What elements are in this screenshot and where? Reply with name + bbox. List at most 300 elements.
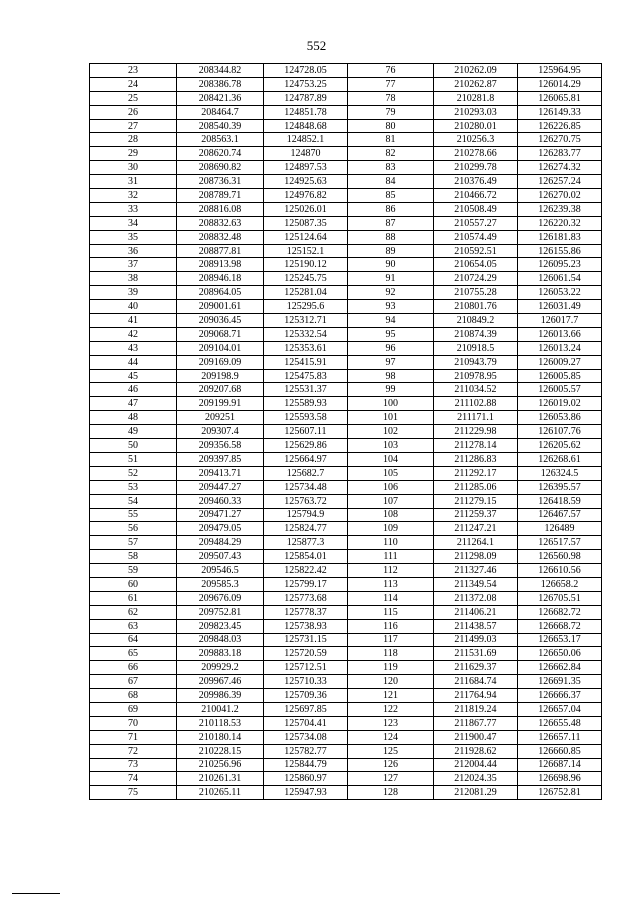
table-row	[90, 536, 602, 550]
table-row	[90, 480, 602, 494]
point-number-right-cell: 105	[348, 466, 434, 480]
x-coordinate-right-cell: 210943.79	[434, 355, 518, 369]
point-number-right-cell: 87	[348, 216, 434, 230]
point-number-left-cell: 33	[90, 202, 177, 216]
x-coordinate-left-cell: 210265.11	[177, 786, 264, 800]
x-coordinate-right-cell: 211285.06	[434, 480, 518, 494]
x-coordinate-right-cell: 211292.17	[434, 466, 518, 480]
point-number-right-cell: 93	[348, 300, 434, 314]
x-coordinate-right-cell: 211102.88	[434, 397, 518, 411]
y-coordinate-right-cell: 126181.83	[518, 230, 602, 244]
y-coordinate-left-cell: 125763.72	[264, 494, 348, 508]
y-coordinate-left-cell: 125738.93	[264, 619, 348, 633]
table-row	[90, 272, 602, 286]
table-row	[90, 550, 602, 564]
point-number-right-cell: 124	[348, 730, 434, 744]
y-coordinate-left-cell: 125531.37	[264, 383, 348, 397]
x-coordinate-right-cell: 210801.76	[434, 300, 518, 314]
y-coordinate-right-cell: 126009.27	[518, 355, 602, 369]
x-coordinate-right-cell: 211819.24	[434, 702, 518, 716]
x-coordinate-left-cell: 210228.15	[177, 744, 264, 758]
y-coordinate-left-cell: 124787.89	[264, 91, 348, 105]
x-coordinate-left-cell: 209752.81	[177, 605, 264, 619]
table-row	[90, 411, 602, 425]
x-coordinate-left-cell: 209883.18	[177, 647, 264, 661]
x-coordinate-right-cell: 210376.49	[434, 175, 518, 189]
y-coordinate-left-cell: 125415.91	[264, 355, 348, 369]
x-coordinate-right-cell: 210654.05	[434, 258, 518, 272]
x-coordinate-right-cell: 211372.08	[434, 591, 518, 605]
y-coordinate-right-cell: 126489	[518, 522, 602, 536]
y-coordinate-left-cell: 125312.71	[264, 314, 348, 328]
y-coordinate-left-cell: 125353.61	[264, 341, 348, 355]
point-number-left-cell: 71	[90, 730, 177, 744]
coordinates-table-body	[90, 64, 602, 800]
y-coordinate-right-cell: 126324.5	[518, 466, 602, 480]
y-coordinate-left-cell: 125877.3	[264, 536, 348, 550]
table-row	[90, 105, 602, 119]
x-coordinate-left-cell: 209198.9	[177, 369, 264, 383]
x-coordinate-left-cell: 209397.85	[177, 452, 264, 466]
x-coordinate-left-cell: 209251	[177, 411, 264, 425]
x-coordinate-left-cell: 209356.58	[177, 439, 264, 453]
page-number: 552	[306, 38, 327, 53]
x-coordinate-left-cell: 209967.46	[177, 675, 264, 689]
table-row	[90, 786, 602, 800]
point-number-left-cell: 41	[90, 314, 177, 328]
x-coordinate-left-cell: 209585.3	[177, 577, 264, 591]
y-coordinate-right-cell: 126274.32	[518, 161, 602, 175]
y-coordinate-right-cell: 126031.49	[518, 300, 602, 314]
table-row	[90, 508, 602, 522]
point-number-right-cell: 81	[348, 133, 434, 147]
x-coordinate-right-cell: 211298.09	[434, 550, 518, 564]
x-coordinate-right-cell: 210508.49	[434, 202, 518, 216]
y-coordinate-left-cell: 125682.7	[264, 466, 348, 480]
point-number-left-cell: 51	[90, 452, 177, 466]
y-coordinate-left-cell: 125607.11	[264, 425, 348, 439]
x-coordinate-left-cell: 208816.08	[177, 202, 264, 216]
point-number-left-cell: 45	[90, 369, 177, 383]
x-coordinate-left-cell: 209169.09	[177, 355, 264, 369]
x-coordinate-right-cell: 211279.15	[434, 494, 518, 508]
point-number-right-cell: 99	[348, 383, 434, 397]
table-row	[90, 147, 602, 161]
table-row	[90, 633, 602, 647]
point-number-right-cell: 92	[348, 286, 434, 300]
table-row	[90, 341, 602, 355]
x-coordinate-right-cell: 210557.27	[434, 216, 518, 230]
x-coordinate-left-cell: 210041.2	[177, 702, 264, 716]
y-coordinate-right-cell: 126395.57	[518, 480, 602, 494]
point-number-left-cell: 36	[90, 244, 177, 258]
point-number-right-cell: 82	[348, 147, 434, 161]
point-number-left-cell: 38	[90, 272, 177, 286]
x-coordinate-right-cell: 210256.3	[434, 133, 518, 147]
x-coordinate-right-cell: 210592.51	[434, 244, 518, 258]
point-number-right-cell: 89	[348, 244, 434, 258]
point-number-left-cell: 34	[90, 216, 177, 230]
point-number-right-cell: 120	[348, 675, 434, 689]
point-number-left-cell: 25	[90, 91, 177, 105]
point-number-left-cell: 74	[90, 772, 177, 786]
y-coordinate-right-cell: 126698.96	[518, 772, 602, 786]
table-row	[90, 619, 602, 633]
point-number-left-cell: 35	[90, 230, 177, 244]
point-number-right-cell: 104	[348, 452, 434, 466]
y-coordinate-left-cell: 125475.83	[264, 369, 348, 383]
table-row	[90, 300, 602, 314]
point-number-right-cell: 127	[348, 772, 434, 786]
point-number-left-cell: 70	[90, 716, 177, 730]
table-row	[90, 494, 602, 508]
point-number-right-cell: 121	[348, 689, 434, 703]
y-coordinate-left-cell: 125593.58	[264, 411, 348, 425]
y-coordinate-right-cell: 126205.62	[518, 439, 602, 453]
point-number-left-cell: 26	[90, 105, 177, 119]
y-coordinate-left-cell: 125782.77	[264, 744, 348, 758]
point-number-left-cell: 29	[90, 147, 177, 161]
point-number-right-cell: 128	[348, 786, 434, 800]
x-coordinate-left-cell: 208690.82	[177, 161, 264, 175]
y-coordinate-right-cell: 126610.56	[518, 564, 602, 578]
y-coordinate-right-cell: 126691.35	[518, 675, 602, 689]
y-coordinate-left-cell: 125844.79	[264, 758, 348, 772]
footnote-rule	[12, 893, 60, 894]
y-coordinate-right-cell: 126517.57	[518, 536, 602, 550]
y-coordinate-right-cell: 126017.7	[518, 314, 602, 328]
y-coordinate-left-cell: 125124.64	[264, 230, 348, 244]
point-number-left-cell: 48	[90, 411, 177, 425]
y-coordinate-left-cell: 124848.68	[264, 119, 348, 133]
point-number-right-cell: 116	[348, 619, 434, 633]
point-number-right-cell: 114	[348, 591, 434, 605]
table-row	[90, 466, 602, 480]
y-coordinate-left-cell: 124925.63	[264, 175, 348, 189]
x-coordinate-left-cell: 208563.1	[177, 133, 264, 147]
x-coordinate-right-cell: 210918.5	[434, 341, 518, 355]
point-number-right-cell: 88	[348, 230, 434, 244]
x-coordinate-left-cell: 209848.03	[177, 633, 264, 647]
y-coordinate-left-cell: 125778.37	[264, 605, 348, 619]
table-row	[90, 452, 602, 466]
x-coordinate-right-cell: 211438.57	[434, 619, 518, 633]
y-coordinate-right-cell: 126226.85	[518, 119, 602, 133]
point-number-right-cell: 123	[348, 716, 434, 730]
point-number-left-cell: 49	[90, 425, 177, 439]
x-coordinate-left-cell: 208832.48	[177, 230, 264, 244]
point-number-right-cell: 100	[348, 397, 434, 411]
y-coordinate-left-cell: 125710.33	[264, 675, 348, 689]
point-number-left-cell: 54	[90, 494, 177, 508]
point-number-left-cell: 44	[90, 355, 177, 369]
y-coordinate-left-cell: 125799.17	[264, 577, 348, 591]
table-row	[90, 91, 602, 105]
point-number-left-cell: 40	[90, 300, 177, 314]
table-row	[90, 258, 602, 272]
x-coordinate-left-cell: 208620.74	[177, 147, 264, 161]
x-coordinate-left-cell: 210261.31	[177, 772, 264, 786]
x-coordinate-left-cell: 209207.68	[177, 383, 264, 397]
y-coordinate-left-cell: 125152.1	[264, 244, 348, 258]
y-coordinate-left-cell: 125629.86	[264, 439, 348, 453]
point-number-left-cell: 67	[90, 675, 177, 689]
x-coordinate-left-cell: 209929.2	[177, 661, 264, 675]
y-coordinate-left-cell: 124852.1	[264, 133, 348, 147]
table-row	[90, 189, 602, 203]
point-number-right-cell: 83	[348, 161, 434, 175]
y-coordinate-left-cell: 125794.9	[264, 508, 348, 522]
x-coordinate-right-cell: 210299.78	[434, 161, 518, 175]
point-number-right-cell: 96	[348, 341, 434, 355]
x-coordinate-left-cell: 209986.39	[177, 689, 264, 703]
point-number-right-cell: 84	[348, 175, 434, 189]
x-coordinate-right-cell: 212081.29	[434, 786, 518, 800]
table-row	[90, 314, 602, 328]
y-coordinate-right-cell: 126650.06	[518, 647, 602, 661]
point-number-right-cell: 90	[348, 258, 434, 272]
point-number-right-cell: 103	[348, 439, 434, 453]
x-coordinate-left-cell: 209199.91	[177, 397, 264, 411]
y-coordinate-right-cell: 126655.48	[518, 716, 602, 730]
x-coordinate-right-cell: 211259.37	[434, 508, 518, 522]
y-coordinate-left-cell: 125295.6	[264, 300, 348, 314]
x-coordinate-left-cell: 209307.4	[177, 425, 264, 439]
y-coordinate-right-cell: 126662.84	[518, 661, 602, 675]
point-number-right-cell: 101	[348, 411, 434, 425]
coordinates-table	[89, 63, 602, 800]
y-coordinate-left-cell: 125734.48	[264, 480, 348, 494]
table-row	[90, 77, 602, 91]
point-number-left-cell: 27	[90, 119, 177, 133]
point-number-left-cell: 63	[90, 619, 177, 633]
x-coordinate-right-cell: 210724.29	[434, 272, 518, 286]
point-number-left-cell: 62	[90, 605, 177, 619]
x-coordinate-right-cell: 211278.14	[434, 439, 518, 453]
y-coordinate-right-cell: 126687.14	[518, 758, 602, 772]
y-coordinate-left-cell: 125734.08	[264, 730, 348, 744]
y-coordinate-left-cell: 125245.75	[264, 272, 348, 286]
y-coordinate-right-cell: 126653.17	[518, 633, 602, 647]
y-coordinate-left-cell: 125822.42	[264, 564, 348, 578]
table-row	[90, 758, 602, 772]
point-number-right-cell: 122	[348, 702, 434, 716]
x-coordinate-left-cell: 209413.71	[177, 466, 264, 480]
x-coordinate-right-cell: 210978.95	[434, 369, 518, 383]
y-coordinate-right-cell: 126155.86	[518, 244, 602, 258]
x-coordinate-left-cell: 209507.43	[177, 550, 264, 564]
x-coordinate-left-cell: 209479.05	[177, 522, 264, 536]
point-number-right-cell: 91	[348, 272, 434, 286]
table-row	[90, 744, 602, 758]
point-number-left-cell: 43	[90, 341, 177, 355]
table-row	[90, 202, 602, 216]
table-row	[90, 119, 602, 133]
y-coordinate-right-cell: 126149.33	[518, 105, 602, 119]
point-number-left-cell: 73	[90, 758, 177, 772]
point-number-left-cell: 61	[90, 591, 177, 605]
x-coordinate-right-cell: 212024.35	[434, 772, 518, 786]
point-number-left-cell: 65	[90, 647, 177, 661]
table-row	[90, 689, 602, 703]
y-coordinate-left-cell: 125947.93	[264, 786, 348, 800]
point-number-left-cell: 53	[90, 480, 177, 494]
x-coordinate-left-cell: 210180.14	[177, 730, 264, 744]
table-row	[90, 716, 602, 730]
y-coordinate-right-cell: 126268.61	[518, 452, 602, 466]
x-coordinate-right-cell: 211900.47	[434, 730, 518, 744]
point-number-left-cell: 57	[90, 536, 177, 550]
table-row	[90, 230, 602, 244]
y-coordinate-right-cell: 126283.77	[518, 147, 602, 161]
y-coordinate-right-cell: 126705.51	[518, 591, 602, 605]
table-row	[90, 286, 602, 300]
point-number-right-cell: 113	[348, 577, 434, 591]
point-number-right-cell: 78	[348, 91, 434, 105]
table-row	[90, 216, 602, 230]
x-coordinate-left-cell: 208421.36	[177, 91, 264, 105]
table-row	[90, 591, 602, 605]
point-number-left-cell: 59	[90, 564, 177, 578]
x-coordinate-right-cell: 211764.94	[434, 689, 518, 703]
table-row	[90, 647, 602, 661]
x-coordinate-right-cell: 210874.39	[434, 327, 518, 341]
y-coordinate-right-cell: 126095.23	[518, 258, 602, 272]
x-coordinate-left-cell: 209036.45	[177, 314, 264, 328]
x-coordinate-right-cell: 210293.03	[434, 105, 518, 119]
point-number-right-cell: 115	[348, 605, 434, 619]
x-coordinate-left-cell: 208344.82	[177, 64, 264, 78]
point-number-right-cell: 118	[348, 647, 434, 661]
table-row	[90, 355, 602, 369]
y-coordinate-right-cell: 126065.81	[518, 91, 602, 105]
y-coordinate-left-cell: 125281.04	[264, 286, 348, 300]
y-coordinate-left-cell: 125860.97	[264, 772, 348, 786]
table-row	[90, 675, 602, 689]
point-number-right-cell: 106	[348, 480, 434, 494]
y-coordinate-left-cell: 125704.41	[264, 716, 348, 730]
y-coordinate-right-cell: 126668.72	[518, 619, 602, 633]
y-coordinate-right-cell: 126682.72	[518, 605, 602, 619]
y-coordinate-right-cell: 126239.38	[518, 202, 602, 216]
point-number-left-cell: 52	[90, 466, 177, 480]
table-row	[90, 522, 602, 536]
x-coordinate-left-cell: 209471.27	[177, 508, 264, 522]
y-coordinate-right-cell: 126013.24	[518, 341, 602, 355]
x-coordinate-left-cell: 208540.39	[177, 119, 264, 133]
x-coordinate-left-cell: 209546.5	[177, 564, 264, 578]
y-coordinate-left-cell: 125026.01	[264, 202, 348, 216]
table-row	[90, 439, 602, 453]
table-row	[90, 64, 602, 78]
y-coordinate-right-cell: 126061.54	[518, 272, 602, 286]
y-coordinate-left-cell: 124851.78	[264, 105, 348, 119]
x-coordinate-right-cell: 211286.83	[434, 452, 518, 466]
y-coordinate-left-cell: 125087.35	[264, 216, 348, 230]
x-coordinate-left-cell: 210256.96	[177, 758, 264, 772]
table-row	[90, 425, 602, 439]
y-coordinate-right-cell: 126657.11	[518, 730, 602, 744]
x-coordinate-right-cell: 211171.1	[434, 411, 518, 425]
x-coordinate-left-cell: 209447.27	[177, 480, 264, 494]
y-coordinate-right-cell: 126660.85	[518, 744, 602, 758]
table-row	[90, 577, 602, 591]
point-number-left-cell: 69	[90, 702, 177, 716]
x-coordinate-right-cell: 211531.69	[434, 647, 518, 661]
y-coordinate-left-cell: 125854.01	[264, 550, 348, 564]
table-row	[90, 702, 602, 716]
table-row	[90, 383, 602, 397]
table-row	[90, 175, 602, 189]
y-coordinate-right-cell: 126467.57	[518, 508, 602, 522]
point-number-left-cell: 30	[90, 161, 177, 175]
x-coordinate-right-cell: 210281.8	[434, 91, 518, 105]
table-row	[90, 397, 602, 411]
x-coordinate-left-cell: 208386.78	[177, 77, 264, 91]
x-coordinate-left-cell: 209068.71	[177, 327, 264, 341]
point-number-right-cell: 80	[348, 119, 434, 133]
y-coordinate-right-cell: 126005.57	[518, 383, 602, 397]
table-row	[90, 369, 602, 383]
x-coordinate-right-cell: 211264.1	[434, 536, 518, 550]
y-coordinate-right-cell: 126666.37	[518, 689, 602, 703]
table-row	[90, 161, 602, 175]
y-coordinate-left-cell: 125190.12	[264, 258, 348, 272]
point-number-left-cell: 58	[90, 550, 177, 564]
point-number-left-cell: 55	[90, 508, 177, 522]
x-coordinate-right-cell: 211684.74	[434, 675, 518, 689]
x-coordinate-left-cell: 208913.98	[177, 258, 264, 272]
y-coordinate-left-cell: 125332.54	[264, 327, 348, 341]
y-coordinate-left-cell: 125712.51	[264, 661, 348, 675]
y-coordinate-right-cell: 125964.95	[518, 64, 602, 78]
table-row	[90, 133, 602, 147]
x-coordinate-left-cell: 208964.05	[177, 286, 264, 300]
y-coordinate-right-cell: 126418.59	[518, 494, 602, 508]
point-number-left-cell: 39	[90, 286, 177, 300]
point-number-right-cell: 98	[348, 369, 434, 383]
x-coordinate-right-cell: 210574.49	[434, 230, 518, 244]
x-coordinate-left-cell: 209484.29	[177, 536, 264, 550]
point-number-left-cell: 47	[90, 397, 177, 411]
table-row	[90, 730, 602, 744]
y-coordinate-left-cell: 125664.97	[264, 452, 348, 466]
x-coordinate-right-cell: 211349.54	[434, 577, 518, 591]
point-number-right-cell: 110	[348, 536, 434, 550]
table-row	[90, 564, 602, 578]
y-coordinate-right-cell: 126053.22	[518, 286, 602, 300]
point-number-right-cell: 119	[348, 661, 434, 675]
x-coordinate-right-cell: 210262.09	[434, 64, 518, 78]
x-coordinate-left-cell: 208877.81	[177, 244, 264, 258]
point-number-left-cell: 72	[90, 744, 177, 758]
table-row	[90, 244, 602, 258]
y-coordinate-left-cell: 125773.68	[264, 591, 348, 605]
y-coordinate-left-cell: 124870	[264, 147, 348, 161]
y-coordinate-right-cell: 126107.76	[518, 425, 602, 439]
x-coordinate-right-cell: 211499.03	[434, 633, 518, 647]
x-coordinate-right-cell: 211327.46	[434, 564, 518, 578]
y-coordinate-left-cell: 125720.59	[264, 647, 348, 661]
point-number-right-cell: 117	[348, 633, 434, 647]
x-coordinate-left-cell: 208736.31	[177, 175, 264, 189]
point-number-right-cell: 79	[348, 105, 434, 119]
point-number-right-cell: 76	[348, 64, 434, 78]
point-number-left-cell: 32	[90, 189, 177, 203]
y-coordinate-left-cell: 124897.53	[264, 161, 348, 175]
point-number-left-cell: 66	[90, 661, 177, 675]
x-coordinate-left-cell: 208464.7	[177, 105, 264, 119]
